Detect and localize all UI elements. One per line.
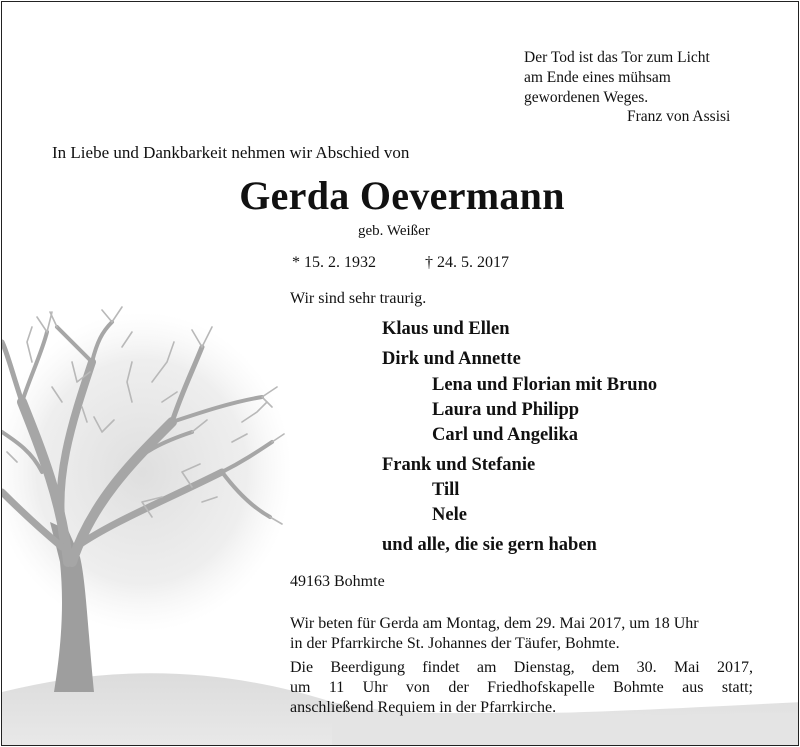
family-member: Till <box>432 480 460 500</box>
family-member: und alle, die sie gern haben <box>382 535 597 555</box>
family-member: Nele <box>432 505 467 525</box>
funeral-line: um 11 Uhr von der Friedhofskapelle Bohmte aus statt; <box>290 679 753 696</box>
funeral-line: anschließend Requiem in der Pfarrkirche. <box>290 699 557 716</box>
quote-line: Der Tod ist das Tor zum Licht <box>524 49 710 66</box>
service-line: in der Pfarrkirche St. Johannes der Täufer, Bohmte. <box>290 635 620 652</box>
family-member: Klaus und Ellen <box>382 319 510 339</box>
birth-date: * 15. 2. 1932 <box>292 254 376 271</box>
family-member: Dirk und Annette <box>382 349 521 369</box>
family-member: Laura und Philipp <box>432 400 580 420</box>
mourners-intro: Wir sind sehr traurig. <box>290 290 427 307</box>
death-date: † 24. 5. 2017 <box>425 254 509 271</box>
quote-author: Franz von Assisi <box>627 108 731 125</box>
obituary-frame <box>1 1 799 746</box>
service-line: Wir beten für Gerda am Montag, dem 29. Mai 2017, um 18 Uhr <box>290 615 699 632</box>
town: 49163 Bohmte <box>290 573 385 590</box>
quote-line: am Ende eines mühsam <box>524 69 671 86</box>
intro-text: In Liebe und Dankbarkeit nehmen wir Abschied von <box>52 143 410 162</box>
quote <box>524 48 710 108</box>
quote-line: gewordenen Weges. <box>524 89 649 106</box>
service-notice <box>290 614 753 654</box>
family-member: Carl und Angelika <box>432 425 578 445</box>
funeral-notice <box>290 658 753 718</box>
maiden-name: geb. Weißer <box>358 223 430 239</box>
deceased-name: Gerda Oevermann <box>239 173 565 218</box>
family-member: Lena und Florian mit Bruno <box>432 375 658 395</box>
family-member: Frank und Stefanie <box>382 455 536 475</box>
funeral-line: Die Beerdigung findet am Dienstag, dem 30. Mai 2017, <box>290 659 753 676</box>
